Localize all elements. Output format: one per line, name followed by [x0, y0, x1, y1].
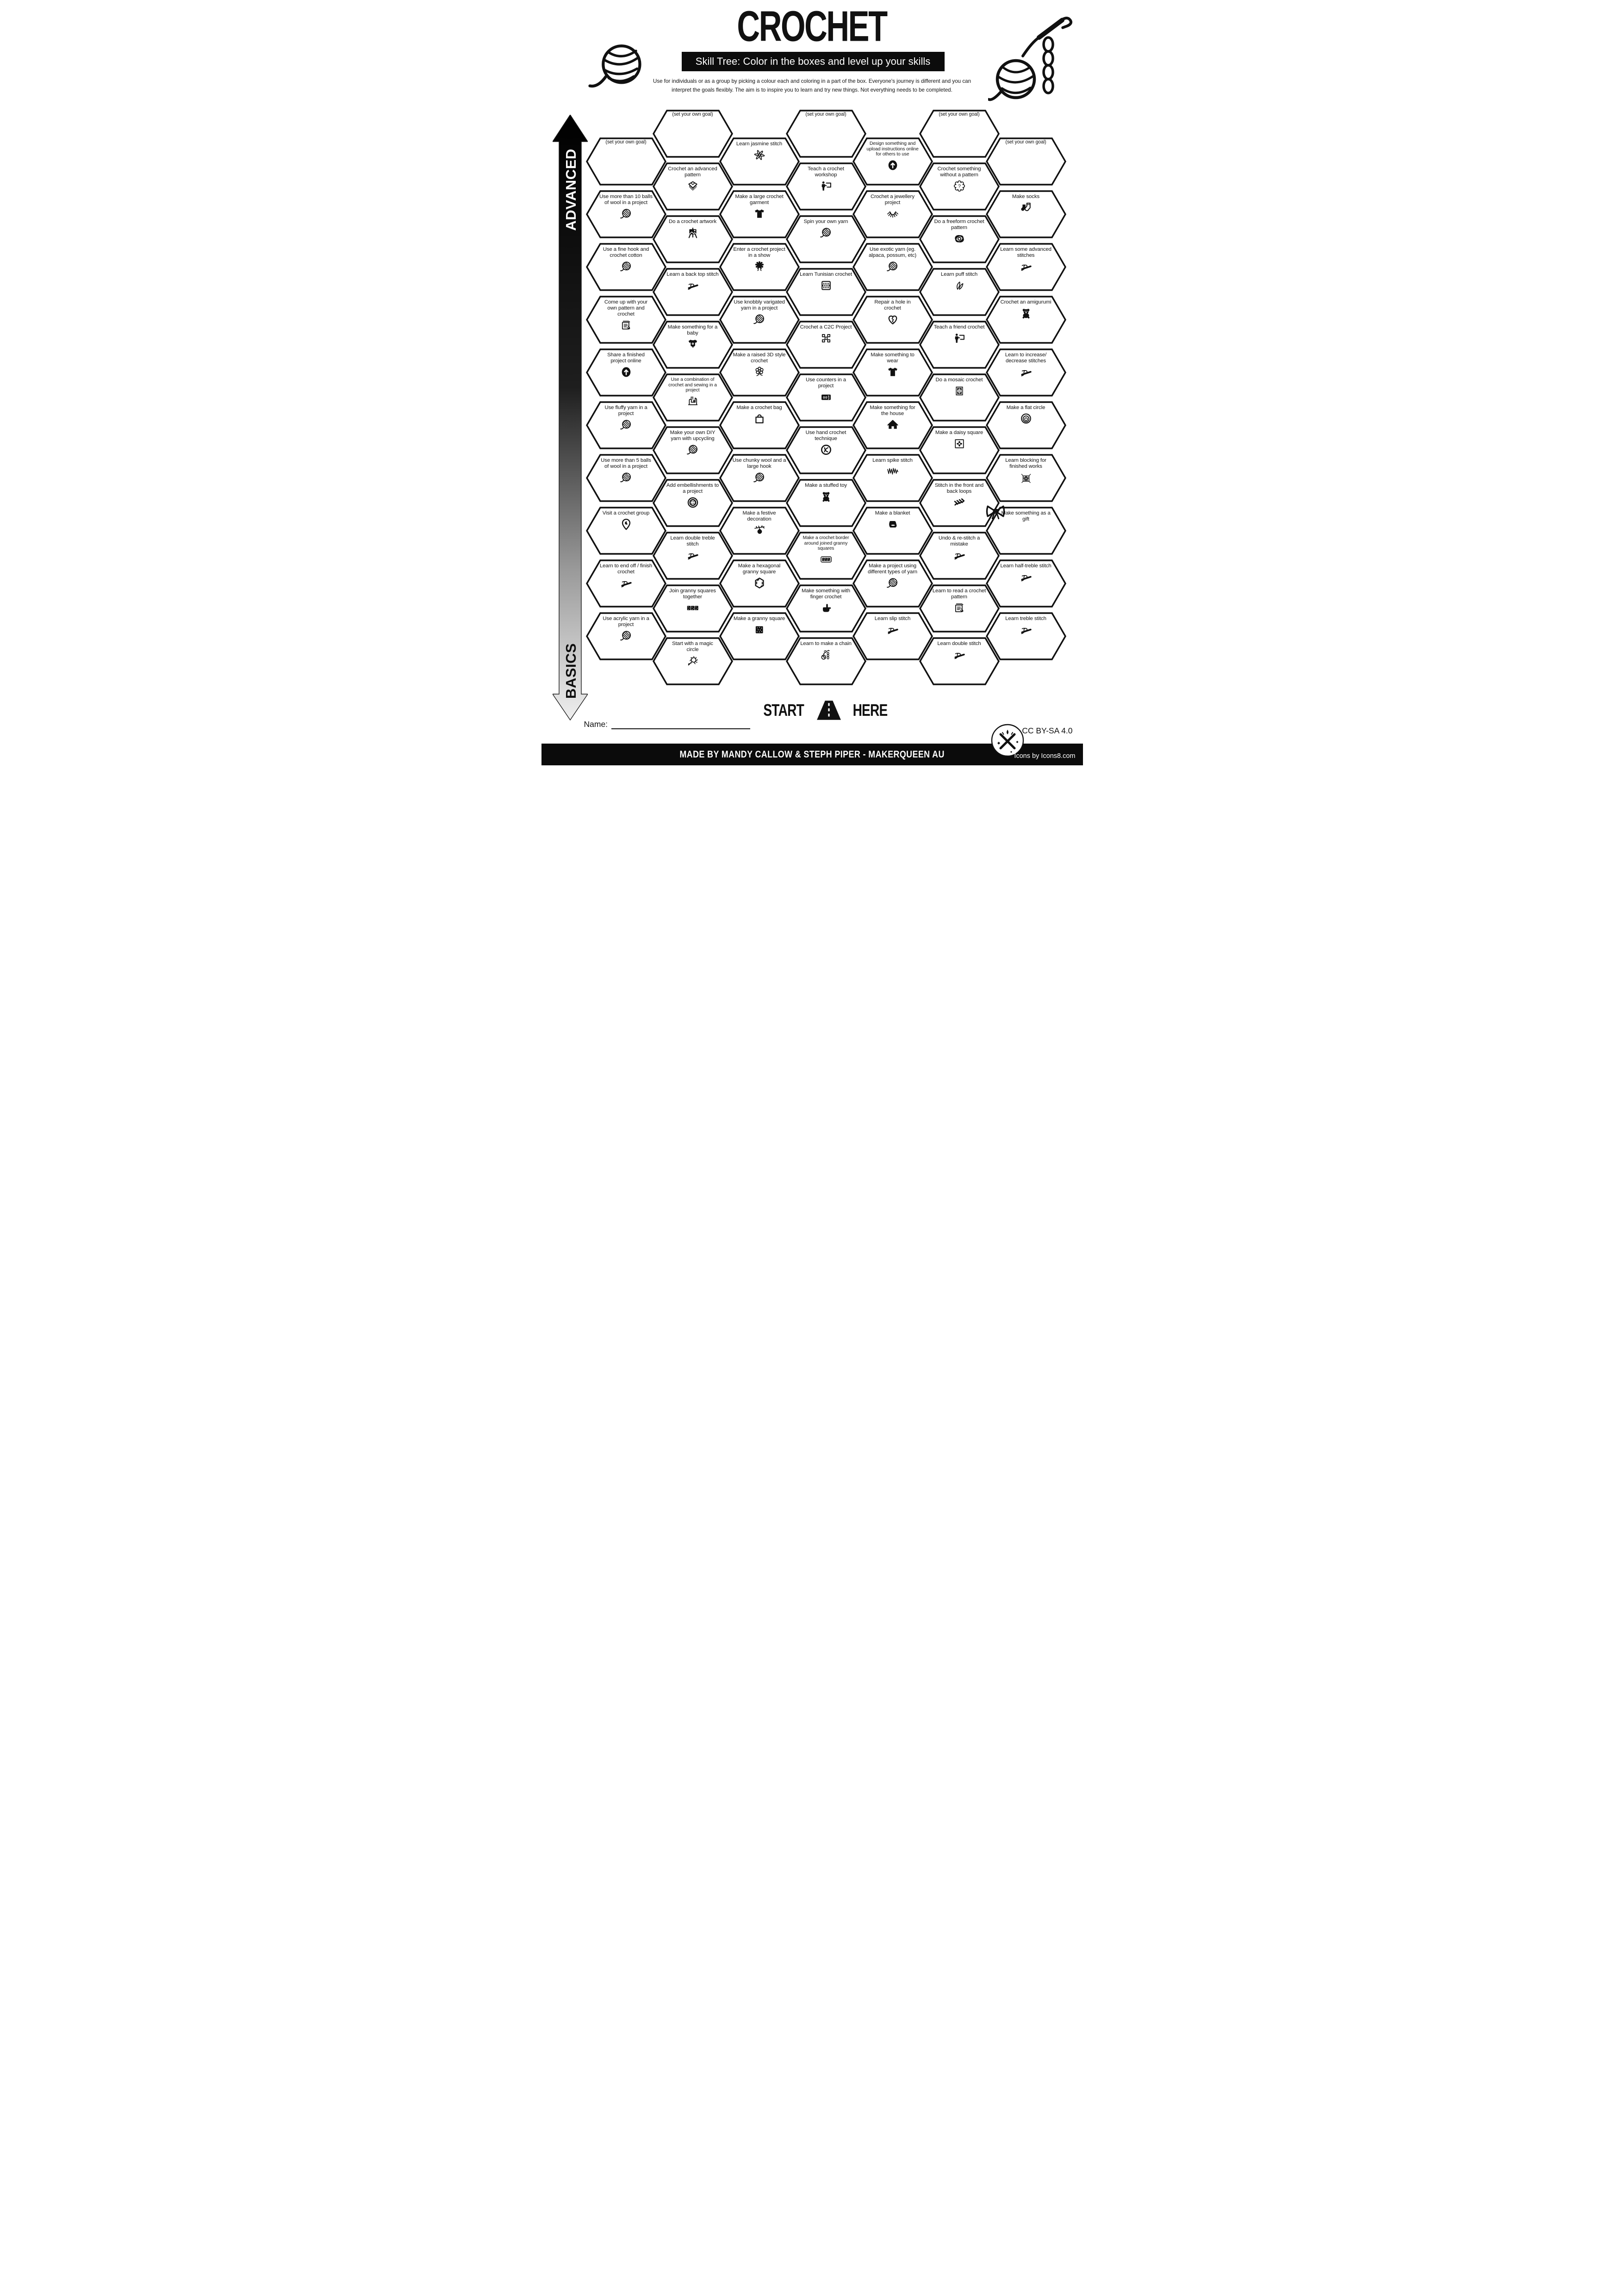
- hex-crochet-an-amigurumi: [986, 295, 1066, 344]
- yarn-icon: [619, 418, 634, 431]
- hex-label: Use a fine hook and crochet cotton: [603, 247, 649, 258]
- pattern-icon: [619, 319, 634, 332]
- hex-label: Learn to read a crochet pattern: [932, 588, 986, 600]
- hex-label: Use hand crochet technique: [805, 430, 846, 441]
- yarn-icon: [619, 471, 634, 484]
- hex-label: Undo & re-stitch a mistake: [938, 535, 980, 547]
- onesie-icon: [685, 338, 700, 351]
- hex-label: Crochet an amigurumi: [1000, 299, 1052, 305]
- icons8-credit: Icons by Icons8.com: [1014, 752, 1076, 760]
- shawl-icon: [685, 180, 700, 192]
- license-text: CC BY-SA 4.0: [1022, 726, 1073, 735]
- yarn-icon: [752, 471, 767, 484]
- hex-label: Use a combination of crochet and sewing in a project: [668, 377, 717, 393]
- hex-label: Do a mosaic crochet: [935, 377, 983, 383]
- granny-icon: [752, 623, 767, 636]
- hook-icon: [1019, 366, 1033, 379]
- hook-icon: [1019, 260, 1033, 273]
- hex-label: Learn to end off / finish crochet: [599, 563, 653, 575]
- mosaic-icon: [952, 385, 967, 397]
- hook-icon: [1019, 623, 1033, 636]
- circles-icon: [1019, 412, 1033, 425]
- yarn-icon: [619, 260, 634, 273]
- magic-icon: [685, 654, 700, 667]
- hex-label: Make a project using different types of yarn: [867, 563, 918, 575]
- description-line-1: Use for individuals or as a group by picking a colour each and coloring in a part of the box. Everyone's journey is different and you can: [653, 78, 971, 84]
- border-icon: [816, 553, 836, 566]
- hex-label: Make something as a gift: [1001, 510, 1051, 522]
- hex-label: Visit a crochet group: [602, 510, 650, 516]
- start-label: START: [763, 701, 804, 720]
- hex-learn-to-increase-decrease-stitches: [986, 348, 1066, 397]
- hex-label: Make your own DIY yarn with upcycling: [670, 430, 716, 441]
- hex-label: (set your own goal): [672, 112, 713, 117]
- jasmine-icon: [750, 149, 769, 161]
- yarn-icon: [819, 226, 834, 239]
- sewing-icon: [685, 395, 700, 408]
- hex-label: Crochet a C2C Project: [800, 324, 852, 330]
- hex-label: Make socks: [1012, 194, 1040, 199]
- hex-label: Make something with finger crochet: [801, 588, 851, 600]
- hex-label: Crochet a jewellery project: [871, 194, 915, 205]
- braid-icon: [950, 496, 969, 509]
- teacher-icon: [952, 332, 967, 345]
- basics-label: BASICS: [562, 643, 579, 699]
- tshirt-icon: [885, 366, 900, 379]
- hex-label: Make a crochet border around joined granny squares: [803, 535, 849, 552]
- hook-icon: [952, 549, 967, 562]
- hex-make-a-flat-circle: [986, 401, 1066, 450]
- hex-label: Make a raised 3D style crochet: [733, 352, 786, 364]
- hex-label: Design something and upload instructions online for others to use: [866, 141, 919, 157]
- hook-icon: [1019, 571, 1033, 583]
- daisy-icon: [952, 437, 967, 450]
- crochet-hook-logo-icon: [988, 12, 1074, 107]
- hex-label: Use exotic yarn (eg. alpaca, possum, etc): [868, 247, 917, 258]
- hex-label: Learn to increase/ decrease stitches: [1005, 352, 1047, 364]
- yarn-icon: [619, 629, 634, 642]
- upload-icon: [619, 366, 634, 379]
- hex-label: Join granny squares together: [669, 588, 716, 600]
- yarn-icon: [885, 260, 900, 273]
- hex-label: Start with a magic circle: [672, 641, 713, 652]
- yarn-ball-logo-icon: [587, 40, 654, 95]
- finger-icon: [819, 602, 834, 614]
- hex-label: Crochet something without a pattern: [937, 166, 981, 178]
- hook-icon: [685, 279, 700, 292]
- blocking-icon: [1019, 471, 1033, 484]
- hex-label: Learn slip stitch: [874, 616, 911, 621]
- hex-label: Learn jasmine stitch: [736, 141, 783, 147]
- hex-label: Make a stuffed toy: [804, 483, 847, 488]
- pattern-icon: [952, 602, 967, 614]
- spike-icon: [883, 465, 902, 478]
- hex-label: (set your own goal): [1005, 139, 1046, 145]
- rosette-icon: [752, 260, 767, 273]
- hex-label: Use fluffy yarn in a project: [604, 405, 647, 416]
- button-icon: [685, 496, 700, 509]
- teacher-icon: [819, 180, 834, 192]
- hex-label: Enter a crochet project in a show: [733, 247, 785, 258]
- hex-label: Learn Tunisian crochet: [799, 272, 852, 277]
- subtitle-banner: Skill Tree: Color in the boxes and level up your skills: [682, 52, 945, 71]
- flower-icon: [752, 366, 767, 379]
- hex-label: Stitch in the front and back loops: [934, 483, 984, 494]
- upload-icon: [885, 159, 900, 172]
- hex-label: Repair a hole in crochet: [874, 299, 911, 311]
- bag-icon: [752, 412, 767, 425]
- hex-label: Make a hexagonal granny square: [738, 563, 781, 575]
- blanket-icon: [885, 518, 900, 531]
- hex-label: Add embellishments to a project: [666, 483, 719, 494]
- ornament-icon: [752, 524, 767, 537]
- hex-label: Make something for the house: [870, 405, 915, 416]
- counter-icon: [816, 391, 836, 403]
- hex-label: Learn double treble stitch: [670, 535, 715, 547]
- granny-row-icon: [683, 602, 703, 614]
- hex-learn-blocking-for-finished-works: [986, 453, 1066, 503]
- hex-label: Learn treble stitch: [1005, 616, 1046, 621]
- yarn-icon: [685, 443, 700, 456]
- hex-label: Make a flat circle: [1006, 405, 1045, 410]
- hex-set-your-own-goal: [986, 137, 1066, 186]
- hex-label: Make something for a baby: [667, 324, 718, 336]
- hex-label: Learn spike stitch: [872, 458, 913, 463]
- hex-label: Teach a friend crochet: [933, 324, 985, 330]
- hex-label: Spin your own yarn: [803, 219, 848, 224]
- hex-label: (set your own goal): [605, 139, 647, 145]
- name-label: Name:: [584, 720, 608, 729]
- hook-icon: [619, 577, 634, 590]
- page-title: CROCHET: [737, 2, 887, 50]
- hex-label: Learn blocking for finished works: [1005, 458, 1046, 469]
- hex-label: Use more than 5 balls of wool in a project: [601, 458, 651, 469]
- yarn-icon: [885, 577, 900, 590]
- hex-label: Learn puff stitch: [940, 272, 978, 277]
- c2c-icon: [819, 332, 834, 345]
- description-line-2: interpret the goals flexibly. The aim is to inspire you to learn and try new things. Not everything needs to be completed.: [672, 87, 952, 93]
- hex-label: Use counters in a project: [806, 377, 846, 389]
- hex-label: Use acrylic yarn in a project: [603, 616, 649, 627]
- hex-label: Learn a back top stitch: [666, 272, 719, 277]
- hex-label: Share a finished project online: [607, 352, 645, 364]
- name-input-line: [611, 719, 750, 729]
- hex-learn-some-advanced-stitches: [986, 242, 1066, 292]
- necklace-icon: [883, 207, 902, 220]
- hex-make-socks: [986, 190, 1066, 239]
- name-field: [584, 719, 751, 729]
- here-label: HERE: [852, 701, 888, 720]
- hex-label: Do a crochet artwork: [668, 219, 717, 224]
- hex-label: Learn half-treble stitch: [1000, 563, 1052, 569]
- hex-label: Make a large crochet garment: [735, 194, 784, 205]
- hex-label: Come up with your own pattern and crochet: [604, 299, 648, 317]
- hex-label: Make a festive decoration: [742, 510, 776, 522]
- hex-label: Make something to wear: [871, 352, 915, 364]
- hex-label: Use more than 10 balls of wool in a project: [599, 194, 653, 205]
- hex-label: Use knobbly varigated yarn in a project: [734, 299, 785, 311]
- hook-icon: [685, 549, 700, 562]
- hex-label: Make a crochet bag: [736, 405, 782, 410]
- yarn-icon: [752, 313, 767, 326]
- bear-icon: [1019, 307, 1033, 320]
- footer-credit: MADE BY MANDY CALLOW & STEPH PIPER - MAKERQUEEN AU: [679, 749, 945, 760]
- advanced-label: ADVANCED: [562, 149, 579, 231]
- heart-icon: [885, 313, 900, 326]
- house-icon: [885, 418, 900, 431]
- hex-label: (set your own goal): [939, 112, 980, 117]
- tunisian-icon: [819, 279, 834, 292]
- hex-label: (set your own goal): [805, 112, 846, 117]
- freeform-icon: [952, 232, 967, 245]
- hex-label: Learn to make a chain: [800, 641, 852, 646]
- socks-icon: [1019, 201, 1033, 214]
- hex-label: Make a blanket: [875, 510, 910, 516]
- poster: [541, 0, 1083, 765]
- road-icon: [815, 700, 842, 721]
- puff-icon: [952, 279, 967, 292]
- start-here-marker: [567, 700, 1083, 721]
- hex-label: Crochet an advanced pattern: [668, 166, 717, 178]
- hook-icon: [952, 648, 967, 661]
- yarn-icon: [619, 207, 634, 220]
- hex-learn-half-treble-stitch: [986, 559, 1066, 608]
- hex-label: Do a freeform crochet pattern: [934, 219, 984, 230]
- hexagon-icon: [752, 577, 767, 590]
- hex-make-something-as-a-gift: [986, 506, 1066, 555]
- tshirt-icon: [752, 207, 767, 220]
- hex-label: Use chunky wool and a large hook: [732, 458, 786, 469]
- hex-label: Make a granny square: [733, 616, 785, 621]
- question-icon: [952, 180, 967, 192]
- chain-icon: [819, 648, 834, 661]
- hex-label: Learn double stitch: [937, 641, 981, 646]
- description: [650, 77, 974, 94]
- hand-icon: [819, 443, 834, 456]
- pin-icon: [619, 518, 634, 531]
- hex-label: Make a daisy square: [935, 430, 983, 435]
- hook-icon: [885, 623, 900, 636]
- hex-grid: [586, 109, 1067, 689]
- easel-icon: [685, 226, 700, 239]
- hex-label: Learn some advanced stitches: [1000, 247, 1052, 258]
- bear-icon: [819, 490, 834, 503]
- hex-label: Teach a crochet workshop: [808, 166, 844, 178]
- hex-learn-treble-stitch: [986, 612, 1066, 661]
